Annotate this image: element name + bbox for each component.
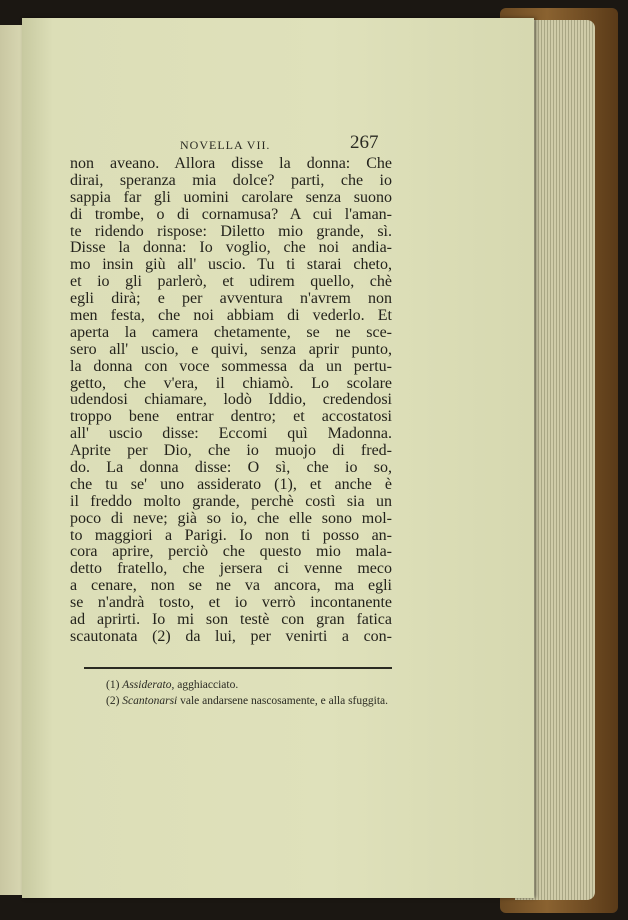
text-line: sappia far gli uomini carolare senza suono: [70, 188, 392, 206]
text-line: aperta la camera chetamente, se ne sce-: [70, 323, 392, 341]
footnote-mark: (1): [106, 679, 120, 691]
text-line: udendosi chiamare, lodò Iddio, credendosi: [70, 391, 392, 409]
text-line: non aveano. Allora disse la donna: Che: [70, 155, 392, 172]
body-text: [70, 156, 392, 646]
footnote-text: vale andarsene nascosamente, e alla sfuggita.: [177, 695, 388, 707]
text-line: poco di neve; già so io, che elle sono mol-: [70, 509, 392, 527]
text-line: te ridendo rispose: Diletto mio grande, sì.: [70, 222, 392, 240]
text-line: scautonata (2) da lui, per venirti a con-: [70, 627, 392, 645]
text-line: la donna con voce sommessa da un pertu-: [70, 357, 392, 375]
page-number: 267: [350, 132, 379, 153]
text-line: cora aprire, perciò che questo mio mala-: [70, 543, 392, 561]
text-line: che tu se' uno assiderato (1), et anche è: [70, 475, 392, 493]
footnote-2: [84, 694, 394, 708]
footnote-rule: [84, 667, 392, 669]
text-line: men festa, che noi abbiam di vederlo. Et: [70, 307, 392, 325]
text-line: do. La donna disse: O sì, che io so,: [70, 459, 392, 477]
text-line: il freddo molto grande, perchè costì sia un: [70, 492, 392, 510]
text-line: ad aprirti. Io mi son testè con gran fatica: [70, 611, 392, 629]
text-line: sero all' uscio, e quivi, senza aprir punto,: [70, 340, 392, 358]
text-line: troppo bene entrar dentro; et accostatosi: [70, 408, 392, 426]
text-line: mo insin giù all' uscio. Tu ti starai cheto,: [70, 256, 392, 274]
text-line: detto fratello, che jersera ci venne meco: [70, 560, 392, 578]
text-line: to maggiori a Parigi. Io non ti posso an-: [70, 526, 392, 544]
footnote-1: [84, 678, 394, 692]
text-line: Aprite per Dio, che io muojo di fred-: [70, 442, 392, 460]
footnote-term: Assiderato: [122, 679, 172, 691]
text-line: all' uscio disse: Eccomi quì Madonna.: [70, 425, 392, 443]
text-line: di trombe, o di cornamusa? A cui l'aman-: [70, 205, 392, 223]
text-line: a cenare, non se ne va ancora, ma egli: [70, 577, 392, 595]
text-line: dirai, speranza mia dolce? parti, che io: [70, 171, 392, 189]
text-line: se n'andrà tosto, et io verrò incontanente: [70, 594, 392, 612]
text-line: et io gli parlerò, et udirem quello, chè: [70, 273, 392, 291]
footnote-text: , agghiacciato.: [171, 679, 239, 691]
footnote-term: Scantonarsi: [122, 695, 178, 707]
text-line: egli dirà; e per avventura n'avrem non: [70, 290, 392, 308]
footnote-mark: (2): [106, 695, 120, 707]
text-line: getto, che v'era, il chiamò. Lo scolare: [70, 374, 392, 392]
text-line: Disse la donna: Io voglio, che noi andia-: [70, 239, 392, 257]
running-title: NOVELLA VII.: [180, 138, 271, 152]
